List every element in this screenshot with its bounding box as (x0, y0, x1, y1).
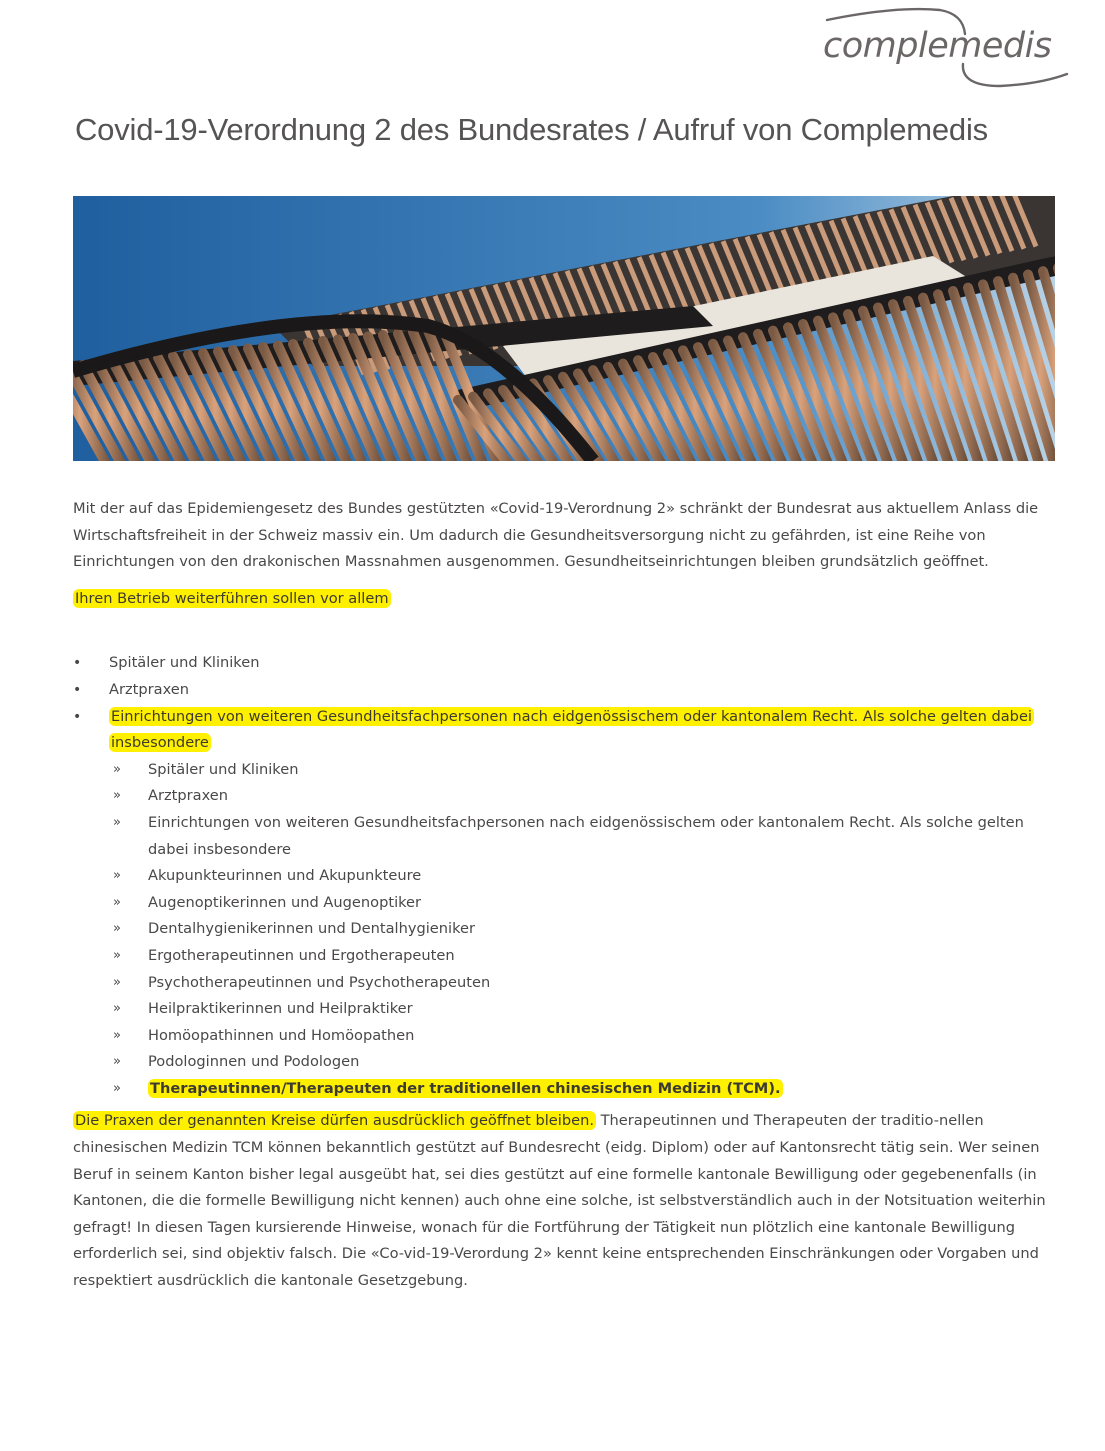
sublist-item (73, 943, 1053, 970)
sublist-item-text: Dentalhygienikerinnen und Dentalhygieniker (148, 920, 475, 938)
bullet-icon: • (73, 708, 82, 725)
raquo-icon: » (113, 1027, 121, 1043)
complemedis-logo (815, 4, 1075, 94)
sublist-item-text: Arztpraxen (148, 787, 228, 805)
sublist-item-text: Akupunkteurinnen und Akupunkteure (148, 867, 422, 885)
sublist-item-text: Psychotherapeutinnen und Psychotherapeuten (148, 973, 491, 991)
raquo-icon: » (113, 894, 121, 910)
article-body (73, 496, 1053, 1295)
sublist-item (73, 916, 1053, 943)
sublist-item-text-highlighted: Therapeutinnen/Therapeuten der traditionellen chinesischen Medizin (TCM). (150, 1079, 781, 1097)
closing-paragraph (73, 1108, 1053, 1294)
intro-paragraph: Mit der auf das Epidemiengesetz des Bundes gestützten «Covid-19-Verordnung 2» schränkt der Bundesrat aus aktuellem Anlass die Wirtschaftsfreiheit in der Schweiz massiv ein. Um dadurch die Gesundheitsversorgung nicht zu gefährden, ist eine Reihe von Einrichtungen von den drakonischen Massnahmen ausgenommen. Gesundheitseinrichtungen bleiben grundsätzlich geöffnet. (73, 500, 1039, 571)
sublist-item-text: Einrichtungen von weiteren Gesundheitsfachpersonen nach eidgenössischem oder kantonalem Recht. Als solche gelten dabei insbesondere (148, 813, 1024, 858)
sublist-item (73, 890, 1053, 917)
logo-text: complemedis (823, 26, 1052, 66)
sublist-item (73, 1076, 1053, 1103)
raquo-icon: » (113, 1054, 121, 1070)
raquo-icon: » (113, 1080, 121, 1096)
raquo-icon: » (113, 788, 121, 804)
raquo-icon: » (113, 814, 121, 830)
facility-sublist (73, 757, 1053, 1103)
closing-text: Therapeutinnen und Therapeuten der traditio-nellen chinesischen Medizin TCM können bekanntlich gestützt auf Bundesrecht (eidg. Diplom) oder auf Kantonsrecht tätig sein. Wer seinen Beruf in seinem Kanton bisher legal ausgeübt hat, sei dies gestützt auf eine formelle kantonale Bewilligung oder gegebenenfalls (in Kantonen, die die formelle Bewilligung nicht kennen) auch ohne eine solche, ist selbstverständlich auch in der Notsituation weiterhin gefragt! In diesen Tagen kursierende Hinweise, wonach für die Fortführung der Tätigkeit nun plötzlich eine kantonale Bewilligung erforderlich sei, sind objektiv falsch. Die «Co-vid-19-Verordung 2» kennt keine entsprechenden Einschränkungen oder Vorgaben und respektiert ausdrücklich die kantonale Gesetzgebung. (73, 1112, 1046, 1290)
list-item-text-highlighted: Einrichtungen von weiteren Gesundheitsfachpersonen nach eidgenössischem oder kantonalem Recht. Als solche gelten dabei insbesondere (111, 707, 1032, 752)
sublist-item-text: Podologinnen und Podologen (148, 1053, 360, 1071)
list-item (73, 677, 1053, 704)
closing-highlight: Die Praxen der genannten Kreise dürfen ausdrücklich geöffnet bleiben. (75, 1112, 594, 1130)
sublist-item-text: Homöopathinnen und Homöopathen (148, 1026, 415, 1044)
list-item-text: Arztpraxen (109, 680, 189, 698)
bamboo-facade-illustration (73, 196, 1055, 461)
sublist-item (73, 757, 1053, 784)
list-item (73, 704, 1053, 757)
bullet-icon: • (73, 681, 82, 698)
sublist-item (73, 970, 1053, 997)
sublist-item (73, 783, 1053, 810)
raquo-icon: » (113, 974, 121, 990)
sublist-item (73, 810, 1053, 863)
raquo-icon: » (113, 761, 121, 777)
sublist-item-text: Spitäler und Kliniken (148, 760, 299, 778)
sublist-item (73, 863, 1053, 890)
raquo-icon: » (113, 921, 121, 937)
bullet-icon: • (73, 655, 82, 672)
sublist-item-text: Ergotherapeutinnen und Ergotherapeuten (148, 946, 455, 964)
list-item (73, 650, 1053, 677)
raquo-icon: » (113, 868, 121, 884)
hero-image (73, 196, 1055, 461)
sublist-item (73, 1049, 1053, 1076)
sublist-item (73, 1023, 1053, 1050)
sublist-item-text: Augenoptikerinnen und Augenoptiker (148, 893, 422, 911)
facility-list (73, 650, 1053, 756)
page-title: Covid-19-Verordnung 2 des Bundesrates / Aufruf von Complemedis (75, 112, 988, 147)
raquo-icon: » (113, 1001, 121, 1017)
list-item-text: Spitäler und Kliniken (109, 654, 260, 672)
lead-paragraph (73, 586, 1053, 613)
raquo-icon: » (113, 947, 121, 963)
sublist-item-text: Heilpraktikerinnen und Heilpraktiker (148, 1000, 413, 1018)
highlighted-lead: Ihren Betrieb weiterführen sollen vor allem (75, 589, 389, 607)
sublist-item (73, 996, 1053, 1023)
